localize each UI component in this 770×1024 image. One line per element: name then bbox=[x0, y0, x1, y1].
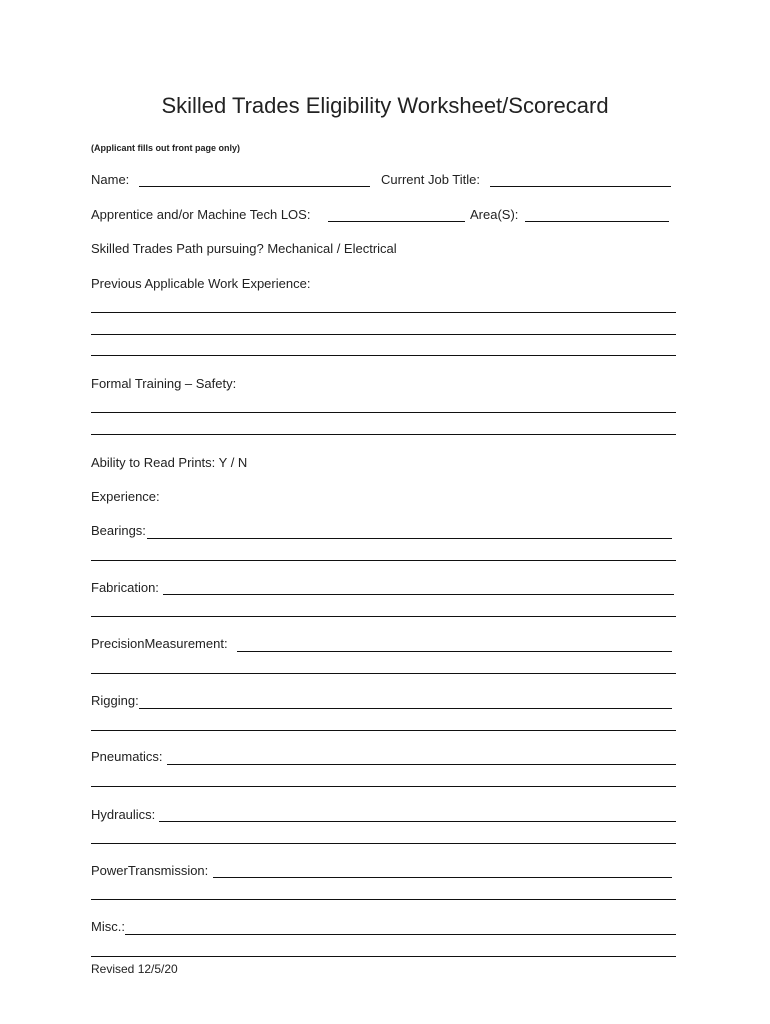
read-prints-question: Ability to Read Prints: Y / N bbox=[91, 455, 248, 470]
fabrication-line[interactable] bbox=[91, 616, 676, 617]
formal-training-label: Formal Training – Safety: bbox=[91, 376, 237, 391]
bearings-line[interactable] bbox=[91, 560, 676, 561]
previous-experience-label: Previous Applicable Work Experience: bbox=[91, 276, 311, 291]
formal-training-line[interactable] bbox=[91, 412, 676, 413]
previous-experience-line[interactable] bbox=[91, 355, 676, 356]
previous-experience-line[interactable] bbox=[91, 334, 676, 335]
current-job-title-label: Current Job Title: bbox=[381, 172, 480, 187]
power-transmission-field[interactable] bbox=[213, 877, 672, 878]
rigging-line[interactable] bbox=[91, 730, 676, 731]
hydraulics-line[interactable] bbox=[91, 843, 676, 844]
apprentice-los-label: Apprentice and/or Machine Tech LOS: bbox=[91, 207, 311, 222]
page-title: Skilled Trades Eligibility Worksheet/Scorecard bbox=[161, 93, 609, 118]
areas-label: Area(S): bbox=[470, 207, 519, 222]
hydraulics-field[interactable] bbox=[159, 821, 676, 822]
fabrication-label: Fabrication: bbox=[91, 580, 159, 595]
areas-field[interactable] bbox=[525, 221, 669, 222]
name-label: Name: bbox=[91, 172, 130, 187]
experience-heading: Experience: bbox=[91, 489, 160, 504]
precision-measurement-label: PrecisionMeasurement: bbox=[91, 636, 228, 651]
fabrication-field[interactable] bbox=[163, 594, 674, 595]
applicant-note: (Applicant fills out front page only) bbox=[91, 143, 240, 153]
previous-experience-line[interactable] bbox=[91, 312, 676, 313]
current-job-title-field[interactable] bbox=[490, 186, 671, 187]
precision-measurement-field[interactable] bbox=[237, 651, 672, 652]
bearings-field[interactable] bbox=[147, 538, 672, 539]
misc-line[interactable] bbox=[91, 956, 676, 957]
pneumatics-line[interactable] bbox=[91, 786, 676, 787]
path-question: Skilled Trades Path pursuing? Mechanical / Electrical bbox=[91, 241, 397, 256]
misc-field[interactable] bbox=[125, 934, 676, 935]
bearings-label: Bearings: bbox=[91, 523, 146, 538]
pneumatics-field[interactable] bbox=[167, 764, 676, 765]
misc-label: Misc.: bbox=[91, 919, 125, 934]
precision-measurement-line[interactable] bbox=[91, 673, 676, 674]
name-field[interactable] bbox=[139, 186, 370, 187]
apprentice-los-field[interactable] bbox=[328, 221, 465, 222]
rigging-label: Rigging: bbox=[91, 693, 139, 708]
pneumatics-label: Pneumatics: bbox=[91, 749, 163, 764]
formal-training-line[interactable] bbox=[91, 434, 676, 435]
power-transmission-line[interactable] bbox=[91, 899, 676, 900]
rigging-field[interactable] bbox=[139, 708, 672, 709]
revision-date: Revised 12/5/20 bbox=[91, 962, 178, 976]
power-transmission-label: PowerTransmission: bbox=[91, 863, 209, 878]
hydraulics-label: Hydraulics: bbox=[91, 807, 156, 822]
